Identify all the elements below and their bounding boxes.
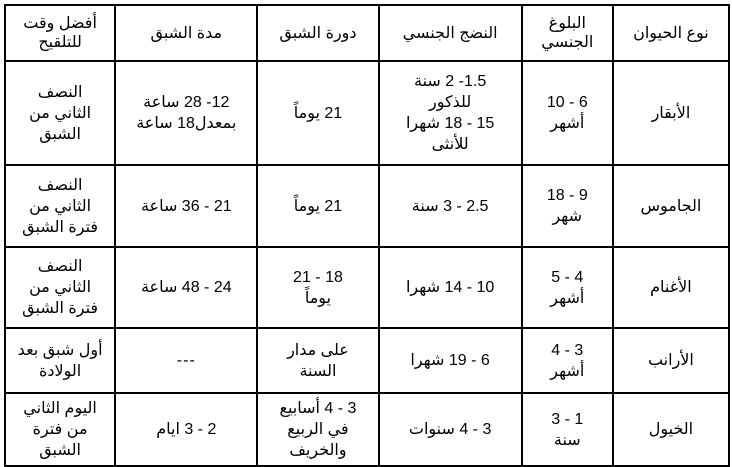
cell-estrus-duration: --- bbox=[115, 328, 257, 393]
cell-sexual-maturity: 3 - 4 سنوات bbox=[379, 393, 522, 466]
table-row bbox=[5, 328, 729, 393]
cell-sexual-maturity: 2.5 - 3 سنة bbox=[379, 165, 522, 247]
cell-estrus-cycle: على مدار السنة bbox=[257, 328, 378, 393]
cell-best-time: النصف الثاني من فترة الشبق bbox=[5, 165, 115, 247]
header-best-breeding-time: أفضل وقت للتلقيح bbox=[5, 5, 115, 61]
cell-sexual-maturity: 1.5- 2 سنة للذكور 15 - 18 شهرا للأنثى bbox=[379, 61, 522, 165]
cell-animal: الأغنام bbox=[613, 247, 729, 328]
header-estrus-duration: مدة الشبق bbox=[115, 5, 257, 61]
header-puberty: البلوغ الجنسي bbox=[522, 5, 613, 61]
table-row bbox=[5, 61, 729, 165]
cell-best-time: اليوم الثاني من فترة الشبق bbox=[5, 393, 115, 466]
cell-animal: الأرانب bbox=[613, 328, 729, 393]
cell-puberty: 9 - 18 شهر bbox=[522, 165, 613, 247]
animal-breeding-table bbox=[4, 4, 730, 467]
cell-animal: الخيول bbox=[613, 393, 729, 466]
cell-estrus-cycle: 21 يوماً bbox=[257, 61, 378, 165]
table-row bbox=[5, 165, 729, 247]
table-row bbox=[5, 247, 729, 328]
cell-estrus-duration: 24 - 48 ساعة bbox=[115, 247, 257, 328]
cell-estrus-cycle: 21 يوماً bbox=[257, 165, 378, 247]
header-estrus-cycle: دورة الشبق bbox=[257, 5, 378, 61]
cell-estrus-cycle: 18 - 21 يوماً bbox=[257, 247, 378, 328]
cell-puberty: 1 - 3 سنة bbox=[522, 393, 613, 466]
cell-puberty: 6 - 10 أشهر bbox=[522, 61, 613, 165]
cell-estrus-cycle: 3 - 4 أسابيع في الربيع والخريف bbox=[257, 393, 378, 466]
cell-puberty: 3 - 4 أشهر bbox=[522, 328, 613, 393]
cell-sexual-maturity: 10 - 14 شهرا bbox=[379, 247, 522, 328]
cell-animal: الجاموس bbox=[613, 165, 729, 247]
cell-best-time: النصف الثاني من الشبق bbox=[5, 61, 115, 165]
table-row bbox=[5, 393, 729, 466]
cell-sexual-maturity: 6 - 19 شهرا bbox=[379, 328, 522, 393]
header-row bbox=[5, 5, 729, 61]
cell-estrus-duration: 21 - 36 ساعة bbox=[115, 165, 257, 247]
header-animal-type: نوع الحيوان bbox=[613, 5, 729, 61]
cell-estrus-duration: 12- 28 ساعة بمعدل18 ساعة bbox=[115, 61, 257, 165]
cell-best-time: النصف الثاني من فترة الشبق bbox=[5, 247, 115, 328]
cell-puberty: 4 - 5 أشهر bbox=[522, 247, 613, 328]
cell-estrus-duration: 2 - 3 ايام bbox=[115, 393, 257, 466]
header-sexual-maturity: النضج الجنسي bbox=[379, 5, 522, 61]
cell-animal: الأبقار bbox=[613, 61, 729, 165]
cell-best-time: أول شبق بعد الولادة bbox=[5, 328, 115, 393]
